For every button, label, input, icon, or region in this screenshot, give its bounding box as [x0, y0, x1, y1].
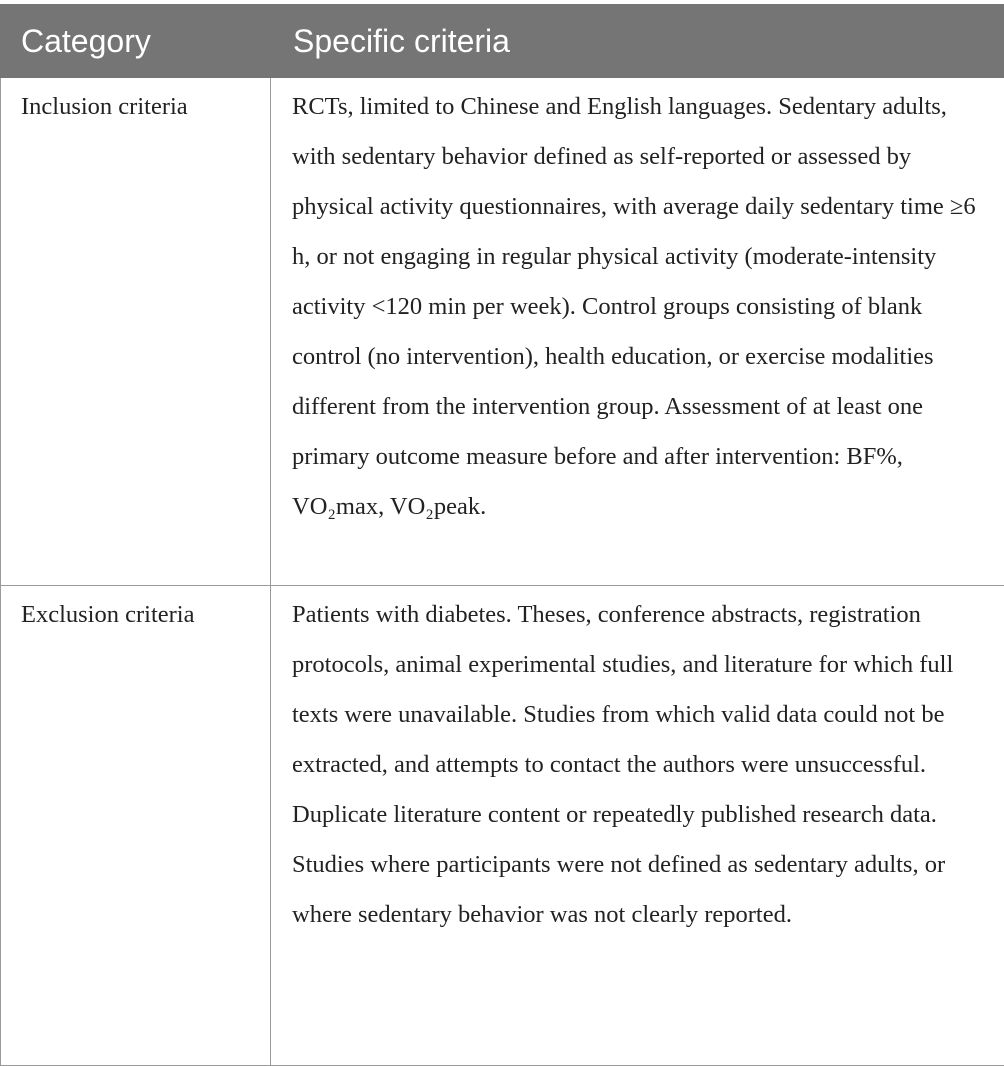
criteria-cell: Patients with diabetes. Theses, conference abstracts, registration protocols, animal experimental studies, and literature for which full texts were unavailable. Studies from which valid data could not be extracted, and attempts to contact the authors were unsuccessful. Duplicate literature content or repeatedly published research data. Studies where participants were not defined as sedentary adults, or where sedentary behavior was not clearly reported.	[271, 586, 1004, 1066]
header-category: Category	[1, 5, 271, 78]
header-row	[1, 5, 1004, 78]
table-body	[1, 78, 1004, 1066]
header-specific-criteria: Specific criteria	[271, 5, 1004, 78]
category-cell: Inclusion criteria	[1, 78, 271, 586]
table-row-exclusion	[1, 586, 1004, 1066]
table-header	[1, 5, 1004, 78]
criteria-cell: RCTs, limited to Chinese and English languages. Sedentary adults, with sedentary behavior defined as self-reported or assessed by physical activity questionnaires, with average daily sedentary time ≥6 h, or not engaging in regular physical activity (moderate-intensity activity <120 min per week). Control groups consisting of blank control (no intervention), health education, or exercise modalities different from the intervention group. Assessment of at least one primary outcome measure before and after intervention: BF%, VO₂max, VO₂peak.	[271, 78, 1004, 586]
criteria-table	[0, 4, 1004, 1066]
table-row-inclusion	[1, 78, 1004, 586]
category-cell: Exclusion criteria	[1, 586, 271, 1066]
